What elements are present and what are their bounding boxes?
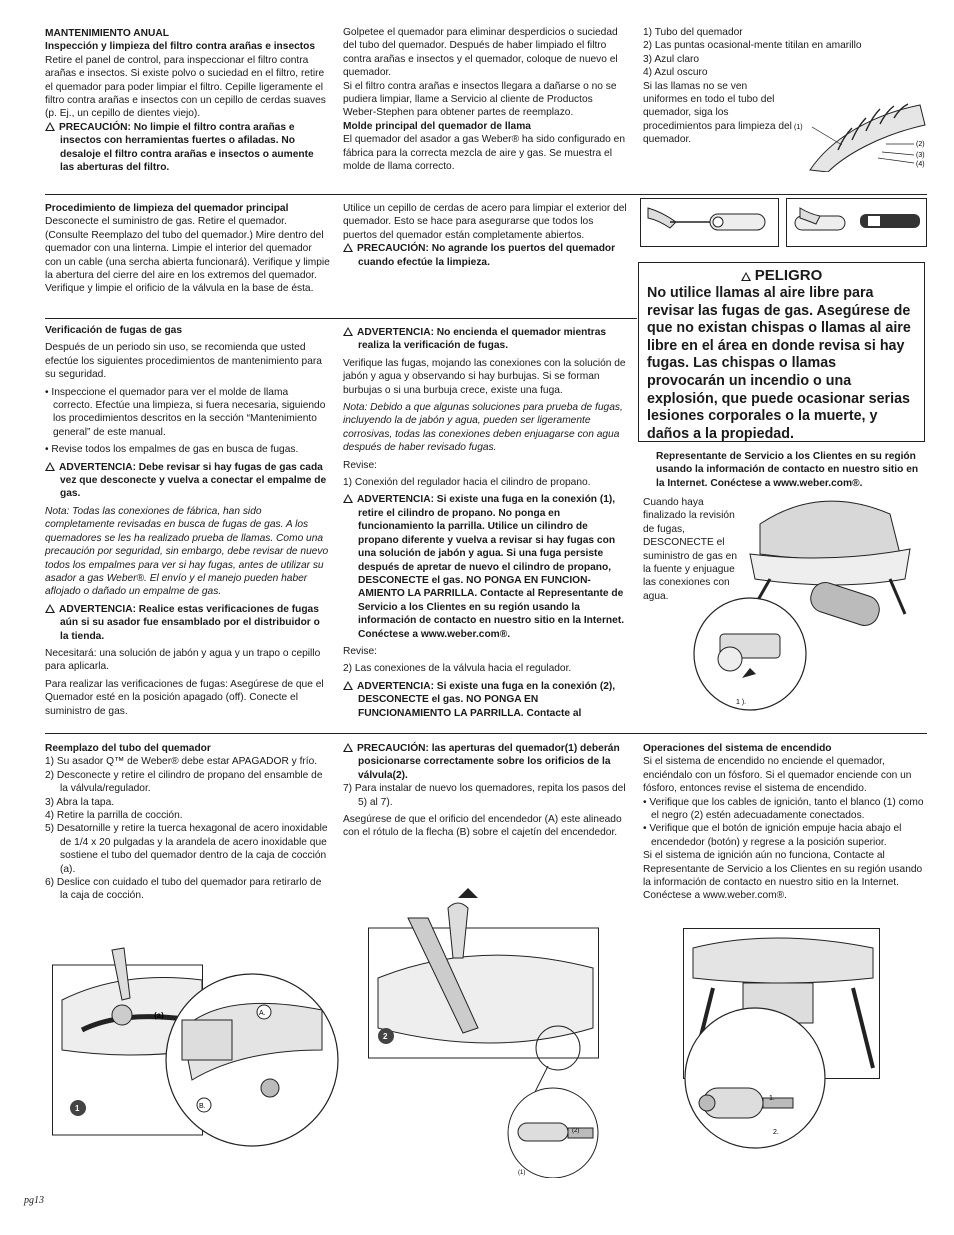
caution-text: PRECAUCIÓN: No agrande los puertos del quemador cuando efectúe la limpieza. [357, 243, 616, 268]
paragraph: Si el sistema de encendido no enciende el quemador, enciéndalo con un fósforo. Si el quemador enciende con un fósforo, entonces revise el sistema de encendido. [643, 756, 912, 795]
warning-icon [45, 122, 55, 131]
danger-title: PELIGRO [754, 267, 823, 284]
bullet-item: • Verifique que el botón de ignición empuje hacia abajo el encendedor (botón) y regrese a la posición superior. [643, 823, 902, 848]
burner-cleaning-section [45, 202, 330, 296]
warning-icon [343, 681, 353, 690]
section-heading: Reemplazo del tubo del quemador [45, 743, 211, 754]
paragraph: Desconecte el suministro de gas. Retire el quemador. (Consulte Reemplazo del tubo del quemador.) Mire dentro del quemador con una linterna. Limpie el interior del quemador con un cable (una sercha abierta funcionará). Verifique y limpie la abertura del cierre del aire en los extremos del quemador. Verifique y limpie el orificio de la válvula en la base de ésta. [45, 216, 330, 295]
step-item: 6) Deslice con cuidado el tubo del quemador para retirarlo de la caja de cocción. [45, 877, 322, 902]
figure-label: (a) [154, 1011, 164, 1020]
figure-label: (3) [916, 152, 925, 159]
brush-cleaning-section [343, 202, 628, 269]
leak-check-section [45, 324, 330, 718]
section-heading: Molde principal del quemador de llama [343, 120, 531, 132]
figure-label: 1. [769, 1095, 775, 1102]
step-number: 2 [383, 1032, 388, 1041]
annual-maintenance-section [45, 27, 330, 174]
warning-icon [45, 462, 55, 471]
list-item: 3) Azul claro [643, 53, 700, 65]
leak-check-continued-section [343, 326, 628, 720]
paragraph: Necesitará: una solución de jabón y agua y un trapo o cepillo para aplicarla. [45, 647, 321, 673]
figure-label: (4) [916, 161, 925, 168]
warning-text: ADVERTENCIA: Si existe una fuga en la conexión (1), retire el cilindro de propano. No ponga en funcionamiento la parrilla. Utilice un cilindro de propano diferente y vuelva a revisar si hay fugas con una solución de jabón y agua. Si una fuga persiste después de apretar de nuevo el cilindro de propano, DESCONECTE el gas. NO PONGA EN FUNCION-AMIENTO LA PARRILLA. Contacte al Representante de Servicio a los Clientes en su región usando la información de contacto en nuestro sitio en la Internet. Conéctese a www.weber.com®. [357, 494, 625, 640]
ignition-section [643, 742, 928, 903]
caution-text: PRECAUCIÓN: No limpie el filtro contra arañas e insectos con herramientas fuertes o afiladas. No desaloje el filtro contra arañas e insectos o aumente las aberturas del filtro. [59, 121, 314, 174]
list-item: 2) Las conexiones de la válvula hacia el regulador. [343, 663, 572, 675]
page-number: pg13 [24, 1195, 44, 1206]
figure-label: (1) [794, 124, 803, 131]
warning-icon [343, 327, 353, 336]
burner-cleaning-illustration [640, 198, 928, 248]
list-item: 2) Las puntas ocasional-mente titilan en amarillo [643, 40, 862, 52]
figure-label: (2) [572, 1128, 580, 1134]
step-number: 1 [75, 1104, 80, 1113]
warning-icon [343, 494, 353, 503]
divider [45, 733, 927, 734]
flame-pattern-illustration [790, 100, 930, 172]
paragraph: Si las llamas no se ven uniformes en todo el tubo del quemador, siga los procedimientos para limpieza del quemador. [643, 80, 792, 146]
burner-install-section [343, 742, 628, 840]
figure-label: 2. [773, 1129, 779, 1136]
contact-text: Representante de Servicio a los Clientes en su región usando la información de contacto en nuestro sitio en la Internet. Conéctese a www.weber.com®. [656, 451, 919, 489]
danger-text: No utilice llamas al aire libre para revisar las fugas de gas. Asegúrese de que no existan chispas o llamas al aire libre en el área en donde revisa si hay fugas. Las chispas o llamas provocarán un incendio o una explosión, que puede ocasionar serias lesiones corporales o la muerte, y daños a la propiedad. [647, 285, 911, 442]
section-heading: Procedimiento de limpieza del quemador principal [45, 203, 289, 214]
section-heading: MANTENIMIENTO ANUAL [45, 28, 169, 39]
note-text: Nota: Todas las conexiones de fábrica, han sido completamente revisadas en busca de fugas de gas. A los quemadores se les ha realizado prueba de llamas. Como una precaución por seguridad, sin embargo, debe revisar de nuevo todos los empalmes para ver si hay fugas, antes de utilizar su asador a gas Weber®. El envío y el manejo pueden haber aflojado o dañado un empalme de gas. [45, 505, 329, 598]
list-item: 4) Azul oscuro [643, 67, 708, 79]
figure-label: (2) [916, 141, 925, 148]
warning-text: ADVERTENCIA: No encienda el quemador mientras realiza la verificación de fugas. [357, 327, 607, 352]
section-subheading: Inspección y limpieza del filtro contra arañas e insectos [45, 41, 316, 53]
step-item: 2) Desconecte y retire el cilindro de propano del ensamble de la válvula/regulador. [45, 769, 323, 795]
paragraph: Golpetee el quemador para eliminar desperdicios o suciedad del tubo del quemador. Después de haber limpiado el filtro contra arañas e insectos y el quemador, coloque de nuevo el quemador. [343, 27, 618, 79]
warning-text: ADVERTENCIA: Si existe una fuga en la conexión (2), DESCONECTE el gas. NO PONGA EN FUNCIONAMIENTO LA PARRILLA. Contacte al [357, 680, 616, 719]
step-item: 3) Abra la tapa. [45, 796, 115, 808]
paragraph: Revise: [343, 645, 377, 657]
danger-box [638, 262, 925, 442]
paragraph: Utilice un cepillo de cerdas de acero para limpiar el exterior del quemador. Esto se hace para asegurarse que todos los puertos del quemador están completamente abiertos. [343, 203, 627, 241]
burner-install-illustration [368, 878, 608, 1178]
list-item: 1) Conexión del regulador hacia el cilindro de propano. [343, 477, 591, 489]
bullet-item: • Verifique que los cables de ignición, tanto el blanco (1) como el negro (2) estén adecuadamente conectados. [643, 796, 924, 822]
divider [45, 318, 637, 319]
paragraph: Verifique las fugas, mojando las conexiones con la solución de jabón y agua y observando si hay burbujas. Si se forman burbujas o si una burbuja crece, existe una fuga. [343, 357, 626, 396]
step-item: 1) Su asador Q™ de Weber® debe estar APAGADOR y frío. [45, 756, 318, 768]
burner-tap-section [343, 26, 628, 173]
warning-text: ADVERTENCIA: Realice estas verificaciones de fugas aún si su asador fue ensamblado por el distribuidor o la tienda. [59, 603, 320, 642]
bullet-item: • Inspeccione el quemador para ver el molde de llama correcto. Efectúe una limpieza, si fuera necesaria, siguiendo los procedimientos descritos en la sección “Mantenimiento general” de este manual. [45, 386, 326, 438]
paragraph: Cuando haya finalizado la revisión de fugas, DESCONECTE el suministro de gas en la fuente y enjuague las conexiones con agua. [643, 497, 738, 602]
paragraph: Si el filtro contra arañas e insectos llegara a dañarse o no se pudiera limpiar, llame a Servicio al cliente de Productos Weber-Stephen para obtener partes de reemplazo. [343, 80, 617, 119]
burner-removal-illustration [52, 940, 342, 1150]
figure-label: 1 ). [736, 699, 747, 706]
warning-text: ADVERTENCIA: Debe revisar si hay fugas de gas cada vez que desconecte y vuelva a conectar el empalme de gas. [59, 461, 327, 500]
section-heading: Operaciones del sistema de encendido [643, 743, 832, 754]
warning-icon [343, 743, 353, 752]
paragraph: Para realizar las verificaciones de fugas: Asegúrese de que el Quemador esté en la posición apagado (off). Conecte el suministro de gas. [45, 678, 324, 717]
bullet-item: • Revise todos los empalmes de gas en busca de fugas. [45, 444, 299, 456]
paragraph: Revise: [343, 459, 377, 471]
figure-label: B. [199, 1103, 206, 1110]
figure-label: (1) [518, 1170, 526, 1176]
note-text: Nota: Debido a que algunas soluciones para prueba de fugas, incluyendo la de jabón y agua, pueden ser ligeramente corrosivas, todas las conexiones deben enjuagarse con agua después de haber revisado fugas. [343, 402, 623, 454]
burner-replacement-section [45, 742, 330, 903]
ignition-illustration [683, 928, 883, 1153]
figure-label: A. [259, 1010, 266, 1017]
contact-section [656, 450, 926, 490]
warning-icon [343, 243, 353, 252]
leak-check-illustration [690, 494, 928, 716]
paragraph: Retire el panel de control, para inspeccionar el filtro contra arañas e insectos. Si existe polvo o suciedad en el filtro, retire el quemador para poder limpiar el filtro. Cepille ligeramente el filtro contra arañas e insectos con un cepillo de cerdas suaves (p. Ej., un cepillo de dientes viejo). [45, 54, 326, 120]
paragraph: Si el sistema de ignición aún no funciona, Contacte al Representante de Servicio a los Clientes en su región usando la información de contacto en nuestro sitio en la Internet. Conéctese a www.weber.com®. [643, 850, 923, 902]
paragraph: El quemador del asador a gas Weber® ha sido configurado en fábrica para la correcta mezcla de aire y gas. Se muestra el molde de llama correcto. [343, 134, 625, 173]
list-item: 1) Tubo del quemador [643, 27, 743, 38]
divider [45, 194, 927, 195]
step-item: 7) Para instalar de nuevo los quemadores, repita los pasos del 5) al 7). [343, 783, 626, 808]
step-item: 4) Retire la parrilla de cocción. [45, 810, 183, 822]
section-heading: Verificación de fugas de gas [45, 325, 183, 336]
paragraph: Después de un periodo sin uso, se recomienda que usted efectúe los siguientes procedimientos de mantenimiento para su seguridad. [45, 342, 322, 381]
warning-icon [741, 272, 751, 281]
step-item: 5) Desatornille y retire la tuerca hexagonal de acero inoxidable de 1/4 x 20 pulgadas y la arandela de acero inoxidable que sostiene el tubo del quemador dentro de la caja de cocción (a). [45, 823, 328, 875]
paragraph: Asegúrese de que el orificio del encendedor (A) este alineado con el rótulo de la flecha (B) sobre el cajetín del encendedor. [343, 814, 622, 839]
caution-text: PRECAUCIÓN: las aperturas del quemador(1) deberán posicionarse correctamente sobre los orificios de la válvula(2). [357, 743, 620, 781]
warning-icon [45, 604, 55, 613]
